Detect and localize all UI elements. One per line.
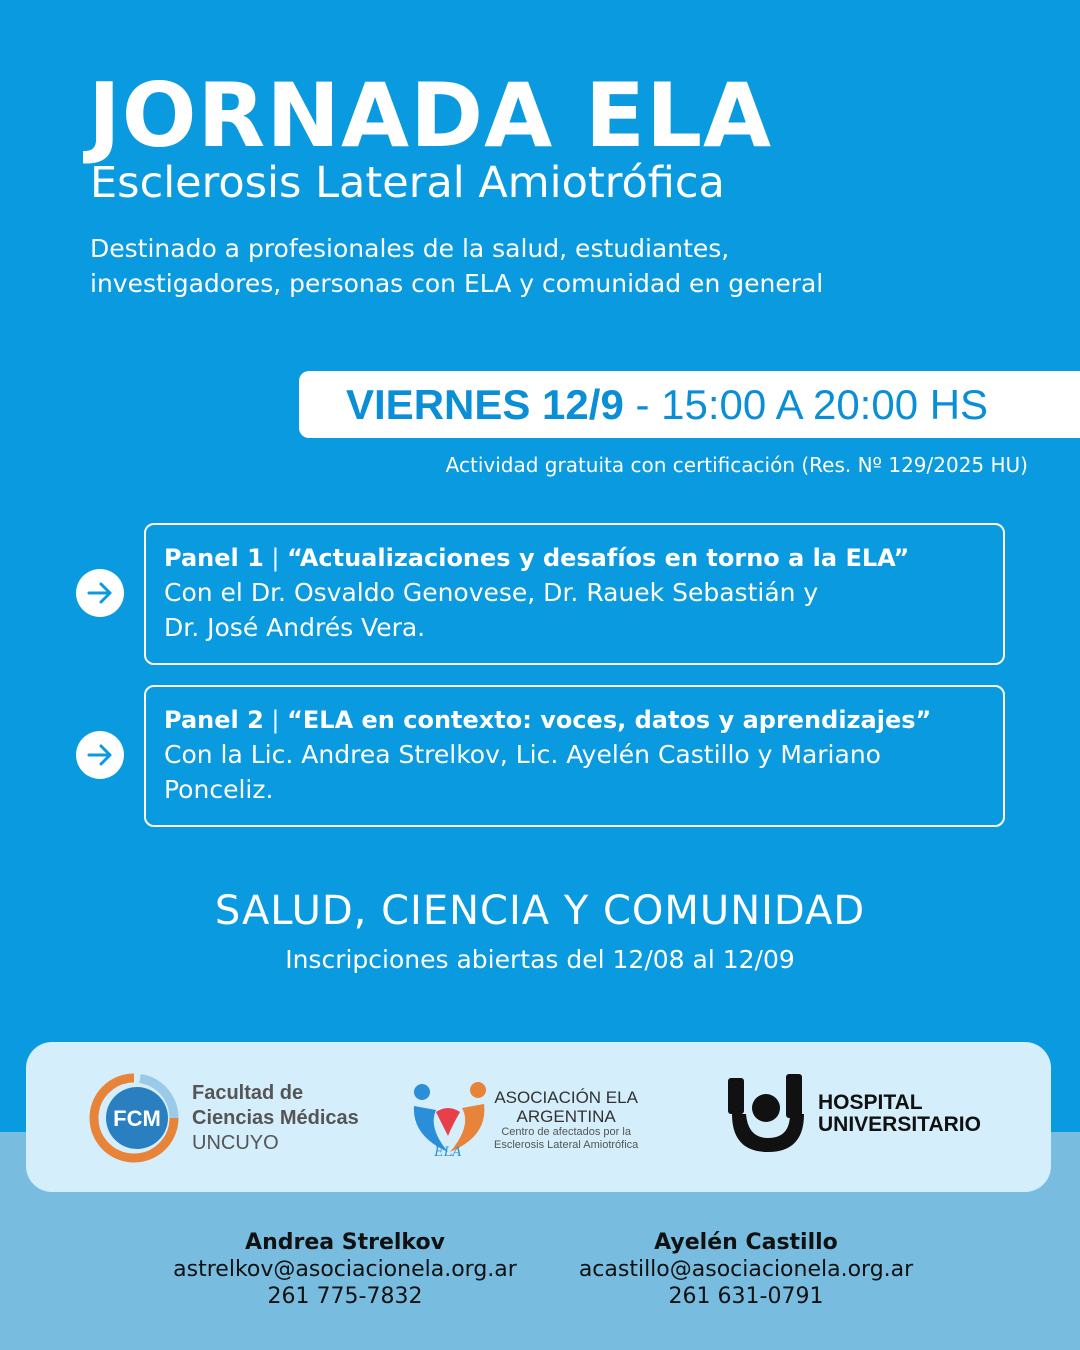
asociacion-name-line-2: ARGENTINA xyxy=(516,1107,616,1126)
panel-heading xyxy=(164,703,985,737)
hospital-name-line-1: HOSPITAL xyxy=(818,1091,923,1114)
event-day: VIERNES 12/9 xyxy=(346,381,624,428)
audience-text xyxy=(90,231,990,301)
contact-name: Ayelén Castillo xyxy=(654,1230,838,1255)
event-subtitle: Esclerosis Lateral Amiotrófica xyxy=(90,158,725,208)
fcm-name-line-1: Facultad de xyxy=(192,1081,304,1104)
panel-title: “ELA en contexto: voces, datos y aprendizajes” xyxy=(287,706,932,734)
panel-speakers xyxy=(164,737,985,807)
contact-email[interactable]: astrelkov@asociacionela.org.ar xyxy=(173,1257,517,1282)
arrow-right-icon xyxy=(76,569,124,617)
panel-separator: | xyxy=(263,544,288,572)
asociacion-name-line-1: ASOCIACIÓN ELA xyxy=(494,1088,638,1107)
arrow-right-icon xyxy=(76,731,124,779)
panel-speakers-line-2: Dr. José Andrés Vera. xyxy=(164,613,426,642)
panel-label: Panel 1 xyxy=(164,544,264,572)
panel-separator: | xyxy=(263,706,288,734)
hospital-emblem-icon xyxy=(726,1070,812,1158)
panel-speakers-line-1: Con el Dr. Osvaldo Genovese, Dr. Rauek Sebastián y xyxy=(164,578,819,607)
event-title: JORNADA ELA xyxy=(88,64,773,167)
asociacion-name-line-3: Centro de afectados por la xyxy=(501,1126,631,1138)
asociacion-name-line-4: Esclerosis Lateral Amiotrófica xyxy=(494,1139,639,1151)
hospital-name-line-2: UNIVERSITARIO xyxy=(818,1113,981,1136)
panel-heading xyxy=(164,541,985,575)
fcm-mark: FCM xyxy=(113,1106,161,1131)
panel-label: Panel 2 xyxy=(164,706,264,734)
panel-speakers-line-2: Ponceliz. xyxy=(164,775,274,804)
fcm-name-line-3: UNCUYO xyxy=(192,1131,279,1154)
panel-card-2 xyxy=(144,685,1005,827)
contact-phone[interactable]: 261 775-7832 xyxy=(267,1284,423,1309)
contact-name: Andrea Strelkov xyxy=(245,1230,445,1255)
audience-line-1: Destinado a profesionales de la salud, estudiantes, xyxy=(90,234,730,263)
certification-note: Actividad gratuita con certificación (Res. Nº 129/2025 HU) xyxy=(445,453,1028,477)
sponsor-logos-card xyxy=(26,1042,1051,1192)
fcm-name-line-2: Ciencias Médicas xyxy=(192,1106,359,1129)
registration-dates: Inscripciones abiertas del 12/08 al 12/09 xyxy=(285,945,795,974)
hospital-logo xyxy=(726,1070,981,1158)
audience-line-2: investigadores, personas con ELA y comunidad en general xyxy=(90,269,824,298)
panel-card-1 xyxy=(144,523,1005,665)
event-time: - 15:00 A 20:00 HS xyxy=(623,381,989,428)
asociacion-ela-logo xyxy=(408,1080,638,1160)
tagline: SALUD, CIENCIA Y COMUNIDAD xyxy=(214,888,866,934)
fcm-logo xyxy=(88,1072,359,1164)
contact-card xyxy=(556,1229,936,1310)
panel-speakers-line-1: Con la Lic. Andrea Strelkov, Lic. Ayelén Castillo y Mariano xyxy=(164,740,881,769)
ela-mark: ELA xyxy=(434,1145,462,1160)
contact-email[interactable]: acastillo@asociacionela.org.ar xyxy=(578,1257,914,1282)
contact-card xyxy=(155,1229,535,1310)
contact-phone[interactable]: 261 631-0791 xyxy=(668,1284,824,1309)
panel-speakers xyxy=(164,575,985,645)
fcm-emblem-icon xyxy=(88,1072,180,1164)
ela-hearts-icon xyxy=(408,1080,490,1160)
date-time xyxy=(346,378,988,432)
panel-title: “Actualizaciones y desafíos en torno a la ELA” xyxy=(287,544,910,572)
